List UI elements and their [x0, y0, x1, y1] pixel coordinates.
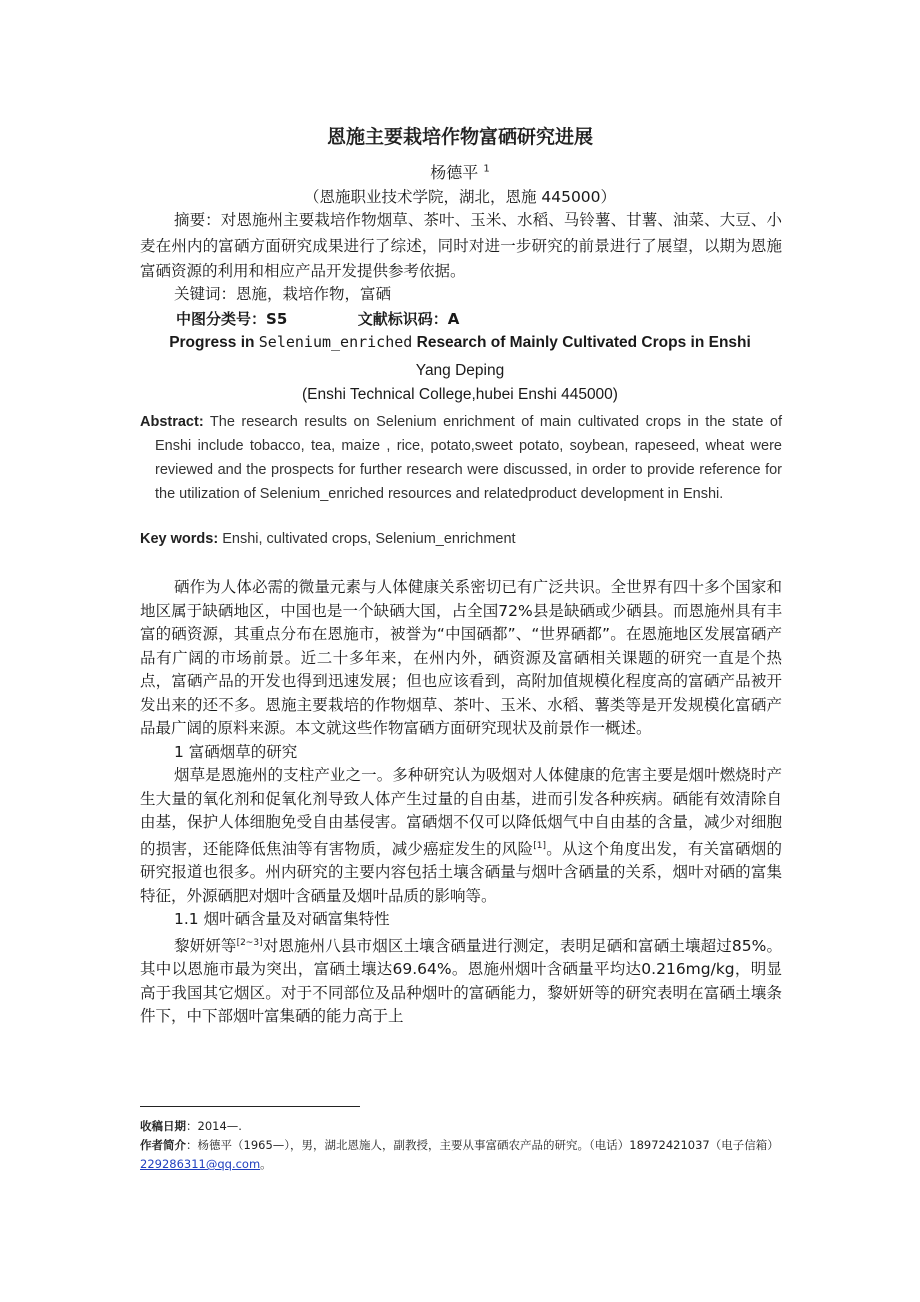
author-line [0, 160, 920, 183]
section-1-1-paragraph [140, 932, 782, 1029]
email-link[interactable]: 229286311@qq.com [140, 1157, 261, 1171]
english-keywords-label: Key words: [140, 531, 219, 547]
keywords-text: 恩施，栽培作物，富硒 [236, 285, 392, 303]
abstract-text: 对恩施州主要栽培作物烟草、茶叶、玉米、水稻、马铃薯、甘薯、油菜、大豆、小麦在州内的富硒方面研究成果进行了综述，同时对进一步研究的前景进行了展望，以期为恩施富硒资源的利用和相应产品开发提供参考依据。 [140, 211, 782, 280]
bio-label: 作者简介 [140, 1138, 186, 1152]
received-label: 收稿日期 [140, 1119, 186, 1133]
author-affiliation-marker: 1 [483, 163, 490, 175]
section-1-1-heading: 1.1 烟叶硒含量及对硒富集特性 [174, 910, 390, 929]
section-1-text-a: 烟草是恩施州的支柱产业之一。多种研究认为吸烟对人体健康的危害主要是烟叶燃烧时产生大量的氧化剂和促氧化剂导致人体产生过量的自由基，进而引发各种疾病。硒能有效清除自由基，保护人体细胞免受自由基侵害。富硒烟不仅可以降低烟气中自由基的含量，减少对细胞的损害，还能降低焦油等有害物质，减少癌症发生的风险 [140, 766, 782, 858]
footnote [140, 1117, 785, 1174]
english-keywords-text: Enshi, cultivated crops, Selenium_enrichment [222, 531, 516, 547]
english-author: Yang Deping [415, 362, 505, 379]
footnote-divider [140, 1106, 360, 1107]
received-date [140, 1117, 785, 1136]
section-1-heading: 1 富硒烟草的研究 [174, 742, 298, 761]
english-abstract-label: Abstract: [140, 414, 204, 430]
bio-end: 。 [260, 1157, 272, 1171]
english-abstract [140, 410, 782, 506]
english-abstract-paragraph [140, 410, 782, 506]
english-title [0, 333, 920, 352]
keywords-label: 关键词： [174, 285, 237, 303]
chinese-keywords [140, 282, 782, 308]
author-name: 杨德平 [430, 163, 479, 182]
english-title-part1: Progress in [169, 334, 255, 351]
chinese-abstract [140, 208, 782, 285]
section-1-text-b: 。从这个角度出发，有关富硒烟的研究报道也很多。州内研究的主要内容包括土壤含硒量与烟叶含硒量的关系，烟叶对硒的富集特征，外源硒肥对烟叶含硒量及烟叶品质的影响等。 [140, 839, 782, 905]
section-1-1-text-b: 对恩施州八县市烟区土壤含硒量进行测定，表明足硒和富硒土壤超过85%。其中以恩施市最为突出，富硒土壤达69.64%。恩施州烟叶含硒量平均达0.216mg/kg，明显高于我国其它烟区。对于不同部位及品种烟叶的富硒能力，黎妍妍等的研究表明在富硒土壤条件下，中下部烟叶富集硒的能力高于上 [140, 936, 782, 1026]
doc-code-value: A [447, 310, 460, 328]
doc-code-label: 文献标识码： [357, 310, 448, 328]
abstract-label: 摘要： [174, 211, 221, 229]
bio-text: ：杨德平（1965—），男，湖北恩施人，副教授，主要从事富硒农产品的研究。（电话）18972421037（电子信箱） [186, 1138, 779, 1152]
clc-value: S5 [266, 310, 288, 328]
english-affiliation: (Enshi Technical College,hubei Enshi 445000) [302, 386, 618, 403]
intro-paragraph: 硒作为人体必需的微量元素与人体健康关系密切已有广泛共识。全世界有四十多个国家和地区属于缺硒地区，中国也是一个缺硒大国，占全国72%县是缺硒或少硒县。而恩施州具有丰富的硒资源，其重点分布在恩施市，被誉为“中国硒都”、“世界硒都”。在恩施地区发展富硒产品有广阔的市场前景。近二十多年来，在州内外，硒资源及富硒相关课题的研究一直是个热点，富硒产品的开发也得到迅速发展；但也应该看到，高附加值规模化程度高的富硒产品被开发出来的还不多。恩施主要栽培的作物烟草、茶叶、玉米、水稻、薯类等是开发规模化富硒产品最广阔的原料来源。本文就这些作物富硒方面研究现状及前景作一概述。 [140, 578, 782, 737]
english-title-part3: Research of Mainly Cultivated Crops in Enshi [416, 334, 751, 351]
body-text [140, 576, 782, 1029]
paper-title: 恩施主要栽培作物富硒研究进展 [326, 126, 593, 148]
classification-line [176, 308, 459, 329]
section-1-paragraph [140, 764, 782, 908]
english-abstract-text: The research results on Selenium enrichment of main cultivated crops in the state of Enshi include tobacco, tea, maize , rice, potato,sweet potato, soybean, rapeseed, wheat were reviewed and the prospects for further research were discussed, in order to provide reference for the utilization of Selenium_enriched resources and relatedproduct development in Enshi. [155, 414, 782, 502]
reference-2-3: [2~3] [236, 937, 263, 948]
clc-label: 中图分类号： [176, 310, 267, 328]
received-value: ：2014—. [186, 1119, 242, 1133]
english-keywords [140, 531, 782, 547]
affiliation: （恩施职业技术学院，湖北，恩施 445000） [303, 188, 617, 206]
english-title-part2: Selenium_enriched [258, 333, 413, 351]
reference-1: [1] [533, 840, 547, 851]
author-bio [140, 1136, 785, 1174]
section-1-1-text-a: 黎妍妍等 [174, 936, 237, 955]
